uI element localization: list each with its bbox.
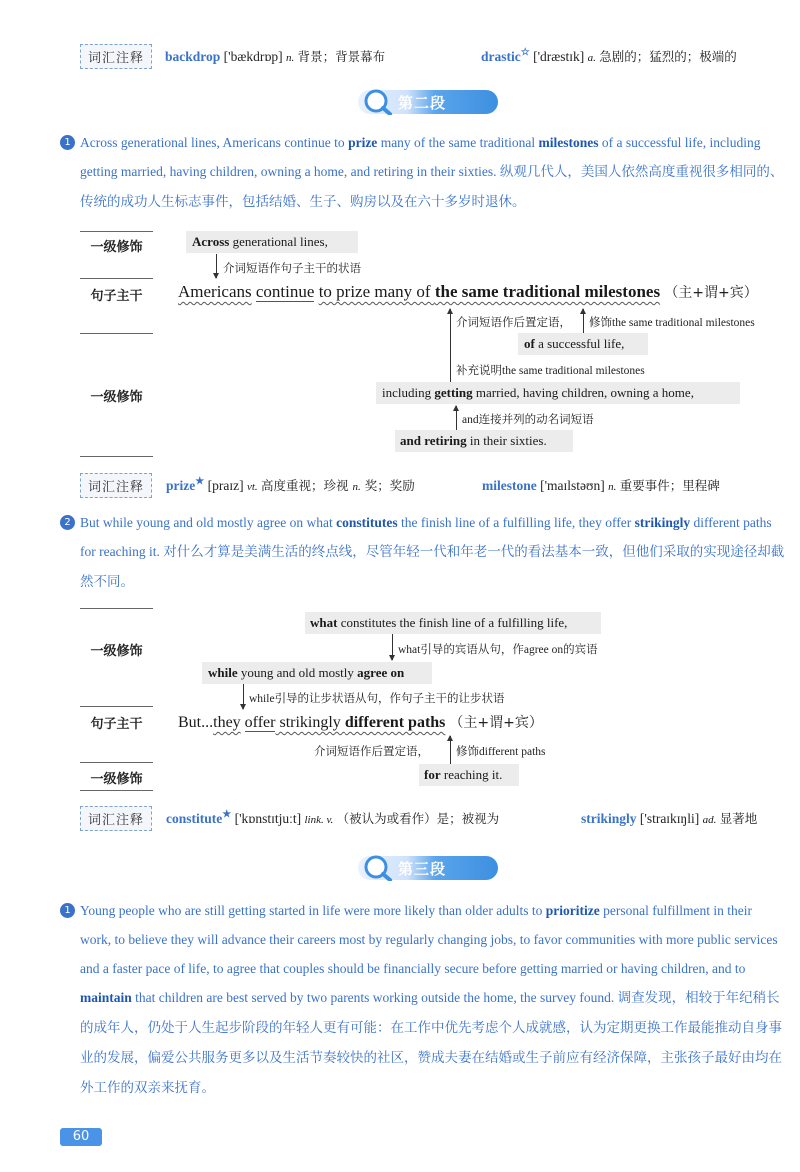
- vocab-pos: n.: [608, 481, 617, 493]
- vocab-word: backdrop: [165, 49, 221, 64]
- keyword: strikingly: [634, 515, 691, 530]
- para-translation: 调查发现，相较于年纪稍长的成年人，仍处于人生起步阶段的年轻人更有可能：在工作中优先考虑个人成就感，认为定期更换工作最能推动自身事业的发展，偏爱公共服务更多以及生活节奏较快的社区，赞成夫妻在结婚或生子前应有经济保障，主张孩子最好由均在外工作的双亲来抚育。: [80, 990, 782, 1096]
- vocab-tag: 词汇注释: [80, 44, 152, 69]
- grammar-note: while引导的让步状语从句，作句子主干的让步状语: [249, 691, 505, 705]
- paragraph-3: [64, 896, 785, 1103]
- divider: [80, 278, 153, 279]
- star-icon: ☆: [520, 47, 530, 58]
- grammar-note: 介词短语作句子主干的状语: [223, 261, 361, 275]
- vocab-word: drastic: [481, 49, 521, 64]
- level-label-main: 句子主干: [90, 717, 143, 732]
- modifier-retiring: and retiring in their sixties.: [400, 433, 547, 448]
- sentence-main: [178, 712, 543, 732]
- keyword: constitutes: [336, 515, 398, 530]
- para-text: Across generational lines, Americans continue to: [80, 135, 349, 150]
- vocab-pos: ad.: [702, 814, 717, 826]
- vocab-phonetic: ['maɪlstəʊn]: [540, 478, 605, 493]
- star-icon: ★: [222, 809, 232, 820]
- vocab-word: milestone: [482, 478, 537, 493]
- star-icon: ★: [195, 476, 205, 487]
- magnifier-icon: [360, 855, 394, 881]
- object: to prize many of the same traditional milestones: [318, 282, 661, 301]
- modifier-for: for reaching it.: [424, 767, 503, 782]
- arrow-down-icon: [243, 684, 244, 709]
- divider: [80, 762, 153, 763]
- para-translation: 对什么才算是美满生活的终点线，尽管年轻一代和年老一代的看法基本一致，但他们采取的实现途径却截然不同。: [80, 544, 785, 590]
- page-number: 60: [60, 1128, 102, 1146]
- subject: Americans: [178, 282, 252, 301]
- structure-tag: （主+谓+宾）: [449, 715, 543, 731]
- keyword: maintain: [80, 990, 132, 1005]
- predicate: continue: [255, 282, 315, 301]
- level-label: 一级修饰: [90, 240, 143, 255]
- modifier-what: what constitutes the finish line of a fulfilling life,: [310, 615, 568, 630]
- arrow-down-icon: [216, 254, 217, 278]
- modifier-while: while young and old mostly agree on: [208, 665, 405, 680]
- level-label-main: 句子主干: [90, 289, 143, 304]
- magnifier-icon: [360, 89, 394, 115]
- arrow-down-icon: [392, 634, 393, 660]
- modifier-including: including getting married, having children, owning a home,: [382, 385, 694, 400]
- vocab-entry-milestone: [482, 476, 720, 494]
- vocab-meaning: （被认为或看作）是；被视为: [336, 811, 500, 826]
- grammar-note: 介词短语作后置定语，: [456, 315, 571, 329]
- modifier-of: of a successful life,: [524, 336, 625, 351]
- vocab-phonetic: ['bækdrɒp]: [223, 49, 283, 64]
- predicate: offer: [244, 714, 276, 731]
- level-label: 一级修饰: [90, 644, 143, 659]
- vocab-meaning: 显著地: [719, 811, 758, 826]
- keyword: prioritize: [545, 903, 600, 918]
- vocab-pos: link. v.: [304, 814, 334, 826]
- keyword: milestones: [538, 135, 599, 150]
- vocab-meaning: 重要事件；里程碑: [619, 478, 720, 493]
- vocab-pos: a.: [587, 52, 596, 64]
- paragraph-2: [64, 508, 785, 597]
- vocab-word: strikingly: [581, 811, 637, 826]
- vocab-pos: n.: [286, 52, 295, 64]
- level-label: 一级修饰: [90, 772, 143, 787]
- vocab-meaning: 急剧的；猛烈的；极端的: [599, 49, 737, 64]
- sentence-number: 1: [60, 135, 75, 150]
- vocab-tag: 词汇注释: [80, 473, 152, 498]
- para-translation: 纵观几代人，美国人依然高度重视很多相同的、传统的成功人生标志事件，包括结婚、生子、购房以及在六十多岁时退休。: [80, 164, 784, 210]
- divider: [80, 706, 153, 707]
- keyword: prize: [348, 135, 378, 150]
- section-title: 第三段: [398, 860, 447, 878]
- vocab-entry-strikingly: [581, 809, 757, 827]
- sentence-main: [178, 282, 758, 302]
- modifier-across: Across generational lines,: [192, 234, 328, 249]
- vocab-pos: vt.: [246, 481, 258, 493]
- section-title: 第二段: [398, 94, 447, 112]
- vocab-entry-constitute: [166, 809, 499, 827]
- arrow-up-icon: [450, 736, 451, 766]
- vocab-phonetic: ['dræstɪk]: [533, 49, 585, 64]
- grammar-note: 补充说明the same traditional milestones: [456, 363, 645, 377]
- vocab-meaning: 背景；背景幕布: [297, 49, 386, 64]
- conjunction: But...: [178, 714, 214, 731]
- divider: [80, 456, 153, 457]
- para-text: Young people who are still getting started in life were more likely than older adults to: [80, 903, 546, 918]
- para-text: of a successful life, including getting married, having children, owning a home, and retiring in their sixties.: [80, 135, 761, 179]
- grammar-note: what引导的宾语从句，作agree on的宾语: [398, 642, 598, 656]
- para-text: that children are best served by two parents working outside the home, the survey found.: [131, 990, 618, 1005]
- section-header-3: [358, 856, 498, 880]
- divider: [80, 333, 153, 334]
- divider: [80, 231, 153, 232]
- structure-tag: （主+谓+宾）: [664, 285, 758, 301]
- divider: [80, 790, 153, 791]
- para-text: personal fulfillment in their work, to believe they will advance their careers most by regularly changing jobs, to favor communities with more public services and a faster pace of life, to agree that couples should be financially secure before getting married or having children, and to: [80, 903, 778, 976]
- para-text: many of the same traditional: [377, 135, 539, 150]
- para-text: But while young and old mostly agree on what: [80, 515, 337, 530]
- vocab-entry-prize: [166, 476, 415, 494]
- vocab-word: constitute: [166, 811, 223, 826]
- sentence-number: 2: [60, 515, 75, 530]
- subject: they: [213, 714, 241, 731]
- vocab-meaning: 高度重视；珍视: [261, 478, 353, 493]
- grammar-note: and连接并列的动名词短语: [462, 412, 594, 426]
- para-text: different paths for reaching it.: [80, 515, 772, 559]
- object: strikingly different paths: [275, 714, 446, 731]
- para-text: the finish line of a fulfilling life, they offer: [397, 515, 635, 530]
- sentence-number: 1: [60, 903, 75, 918]
- vocab-phonetic: [praɪz]: [207, 478, 244, 493]
- paragraph-1: [64, 128, 785, 217]
- grammar-note: 修饰different paths: [456, 744, 546, 758]
- vocab-meaning: 奖；奖励: [360, 478, 415, 493]
- level-label: 一级修饰: [90, 390, 143, 405]
- vocab-word: prize: [166, 478, 196, 493]
- vocab-pos: n.: [352, 481, 361, 493]
- section-header-2: [358, 90, 498, 114]
- vocab-entry-backdrop: [165, 47, 385, 65]
- vocab-phonetic: ['straɪkɪŋli]: [639, 811, 700, 826]
- arrow-up-icon: [456, 406, 457, 433]
- vocab-phonetic: ['kɒnstɪtjuːt]: [234, 811, 302, 826]
- divider: [80, 608, 153, 609]
- vocab-entry-drastic: [481, 47, 737, 65]
- vocab-tag: 词汇注释: [80, 806, 152, 831]
- grammar-note: 修饰the same traditional milestones: [589, 315, 755, 329]
- grammar-note: 介词短语作后置定语，: [314, 744, 429, 758]
